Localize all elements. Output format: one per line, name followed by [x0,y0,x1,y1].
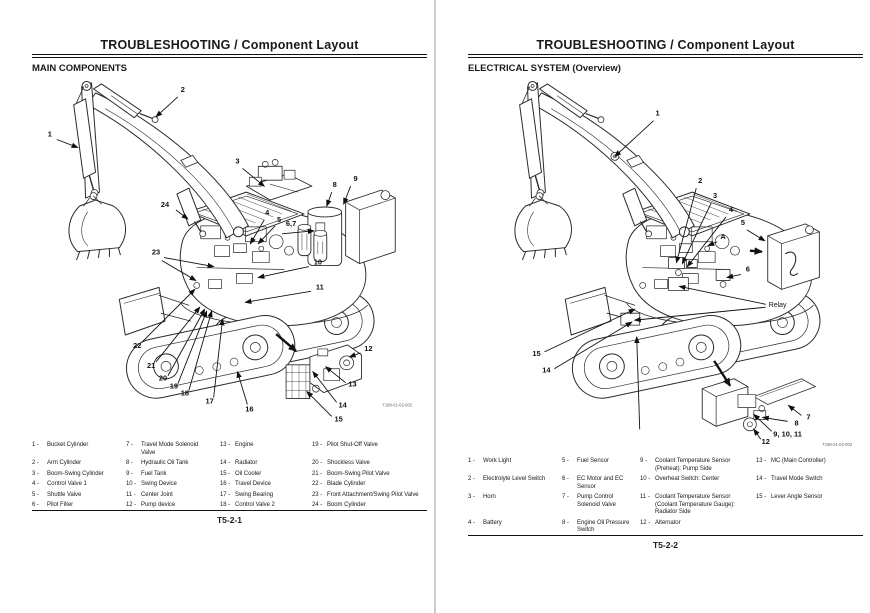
page-left [0,0,434,613]
legend-item [312,481,427,489]
legend-item [32,460,122,468]
legend-num: 14 - [220,460,231,467]
legend-label: Center Joint [141,491,173,498]
header-rule [32,54,427,58]
section-title: ELECTRICAL SYSTEM (Overview) [468,63,621,74]
legend-item [126,502,216,510]
legend-item [468,476,558,491]
legend-item [640,458,752,473]
excavator-diagram-hydraulic [32,75,429,440]
callout-label: 10 [313,257,322,267]
legend-item [756,494,863,517]
legend-num: 18 - [220,502,231,509]
legend-item [312,442,427,457]
legend-num: 23 - [312,491,323,498]
legend-label: Travel Mode Solenoid Valve [141,442,199,456]
legend-label: Blade Cylinder [327,481,366,488]
callout-label: 15 [532,348,541,358]
legend-item [32,471,122,479]
parts-legend [32,442,427,510]
legend-item [756,476,863,491]
legend-label: Swing Bearing [235,491,274,498]
legend-label: Boom Cylinder [327,502,366,509]
legend-item [220,471,308,479]
callout-arrow [156,97,178,117]
legend-item [468,458,558,473]
legend-label: MC (Main Controller) [771,458,826,465]
legend-item [126,460,216,468]
legend-num: 10 - [126,481,137,488]
legend-num: 19 - [312,442,323,449]
callout-arrow [750,251,762,252]
legend-num: 14 - [756,476,767,483]
legend-num: 22 - [312,481,323,488]
legend-item [312,492,427,500]
legend-item [312,460,427,468]
legend-label: Shuttle Valve [47,491,82,498]
callout-label: 1 [655,108,660,118]
callout-label: 5 [277,214,282,224]
legend-label: Control Valve 2 [235,502,275,509]
legend-item [562,476,636,491]
callout-label: 15 [334,414,343,424]
page-right [436,0,870,613]
callout-label: 4 [265,207,270,217]
legend-label: Boom-Swing Pilot Valve [327,470,390,477]
callout-label: 9 [353,174,358,184]
section-title: MAIN COMPONENTS [32,63,127,74]
legend-label: Hydraulic Oil Tank [141,460,189,467]
page-right-footer [468,535,863,550]
main-components-diagram [32,75,427,440]
legend-item [640,476,752,491]
excavator-diagram-electrical [468,75,865,450]
page-left-header [32,38,427,74]
legend-label: Pilot Filter [47,502,74,509]
legend-num: 24 - [312,502,323,509]
legend-item [468,520,558,535]
legend-num: 7 - [126,442,133,449]
legend-num: 2 - [468,476,475,483]
callout-label: 2 [698,176,703,186]
callout-label: 3 [713,191,718,201]
legend-label: Fuel Tank [141,470,167,477]
callout-arrow [789,405,802,415]
legend-num: 20 - [312,460,323,467]
callout-label: 4 [728,204,734,214]
legend-label: Front Attachment/Swing Pilot Valve [327,491,419,498]
callout-label: 14 [542,365,551,375]
callout-label: 8 [332,180,337,190]
legend-num: 7 - [562,494,569,501]
header-rule [468,54,863,58]
parts-legend [468,458,863,535]
callout-arrow [754,429,761,439]
callout-arrow [327,192,332,206]
callout-label: 2 [180,84,185,94]
legend-num: 5 - [32,491,39,498]
callout-label: 20 [158,373,168,383]
legend-num: 1 - [468,458,475,465]
legend-item [756,458,863,473]
legend-label: Engine Oil Pressure Switch [577,519,630,534]
callout-arrow [763,417,788,421]
legend-item [220,460,308,468]
page-number: T5-2-2 [652,539,679,550]
callout-label: 5 [740,217,745,227]
legend-label: Travel Mode Switch [771,476,823,483]
legend-num: 4 - [32,481,39,488]
legend-item [32,442,122,457]
callout-label: 21 [146,360,156,370]
callout-label: 22 [133,340,142,350]
legend-num: 12 - [640,519,651,526]
legend-label: Work Light [483,458,512,465]
callout-label: 16 [245,404,254,414]
legend-num: 10 - [640,476,651,483]
legend-label: Pump device [141,502,176,509]
callout-label: 18 [180,388,189,398]
callout-label: 3 [235,156,240,166]
legend-item [32,481,122,489]
legend-item [32,492,122,500]
legend-item [562,494,636,517]
legend-item [312,502,427,510]
callout-arrow [615,121,654,157]
legend-num: 11 - [640,494,650,501]
electrical-system-diagram [468,75,863,450]
page-number: T5-2-1 [216,514,243,525]
page-right-header [468,38,863,74]
legend-item [220,502,308,510]
legend-item [640,520,752,535]
legend-label: Radiator [235,460,258,467]
legend-num: 6 - [562,476,569,483]
callout-arrow [307,392,332,417]
legend-item [126,442,216,457]
legend-item [562,458,636,473]
legend-item [312,471,427,479]
legend-item [468,494,558,517]
legend-num: 16 - [220,481,231,488]
callout-label: 13 [348,379,357,389]
figure-code: T198-01-02-003 [822,442,853,448]
page-left-footer [32,510,427,525]
legend-num: 3 - [32,470,39,477]
legend-label: Pilot Shut-Off Valve [327,442,378,449]
legend-label: Electrolyte Level Switch [483,476,546,483]
legend-num: 2 - [32,460,39,467]
callout-label: 6 [745,264,750,274]
legend-num: 1 - [32,442,39,449]
legend-num: 4 - [468,519,475,526]
legend-label: Pump Control Solenoid Valve [577,494,616,508]
legend-item [562,520,636,535]
legend-item [640,494,752,517]
legend-label: Overheat Switch: Center [655,476,720,483]
callout-label: 23 [151,247,161,257]
callout-label: 12 [364,343,373,353]
legend-num: 8 - [562,519,569,526]
legend-label: Coolant Temperature Sensor (Preheat): Pump Side [655,458,731,472]
callout-label: 12 [761,437,770,447]
page-title: TROUBLESHOOTING / Component Layout [100,38,359,52]
legend-label: Shockless Valve [327,460,370,467]
legend-label: Travel Device [235,481,271,488]
legend-num: 9 - [126,470,133,477]
legend-num: 5 - [562,458,569,465]
legend-num: 15 - [220,470,231,477]
legend-label: Fuel Sensor [577,458,609,465]
legend-item [126,471,216,479]
callout-label: 9, 10, 11 [773,429,802,439]
footer-rule [32,510,427,511]
callout-label: 17 [205,396,214,406]
legend-item [126,481,216,489]
legend-label: Coolant Temperature Sensor (Coolant Temperature Gauge): Radiator Side [655,494,735,516]
legend-item [756,520,863,535]
figure-code: T198-01-02-002 [382,402,413,408]
legend-item [32,502,122,510]
legend-num: 13 - [756,458,767,465]
callout-label: 11 [315,282,324,292]
callout-label: 8 [794,418,799,428]
legend-label: Oil Cooler [235,470,262,477]
legend-item [220,481,308,489]
callout-label: 1 [47,129,52,139]
legend-num: 6 - [32,502,39,509]
legend-num: 15 - [756,494,767,501]
legend-num: 21 - [312,470,323,477]
legend-item [220,442,308,457]
callout-label: Relay [768,302,787,310]
legend-label: Horn [483,494,496,501]
legend-num: 17 - [220,491,231,498]
legend-item [126,492,216,500]
legend-label: Battery [483,519,502,526]
legend-num: 8 - [126,460,133,467]
legend-label: Swing Device [141,481,177,488]
legend-label: Arm Cylinder [47,460,82,467]
callout-label: 24 [160,200,170,210]
legend-item [220,492,308,500]
legend-num: 9 - [640,458,647,465]
legend-num: 11 - [126,491,136,498]
legend-num: 3 - [468,494,475,501]
legend-label: Control Valve 1 [47,481,87,488]
legend-label: EC Motor and EC Sensor [577,476,624,490]
callout-arrow [57,140,78,148]
callout-label: 19 [169,381,179,391]
legend-label: Alternator [655,519,681,526]
legend-num: 13 - [220,442,231,449]
legend-label: Boom-Swing Cylinder [47,470,104,477]
legend-label: Lever Angle Sensor [771,494,823,501]
callout-label: A [720,231,726,241]
footer-rule [468,535,863,536]
legend-label: Engine [235,442,254,449]
legend-label: Bucket Cylinder [47,442,89,449]
callout-label: 6,7 [285,218,297,228]
callout-label: 7 [806,412,811,422]
legend-num: 12 - [126,502,137,509]
callout-label: 14 [338,400,347,410]
page-title: TROUBLESHOOTING / Component Layout [536,38,795,52]
